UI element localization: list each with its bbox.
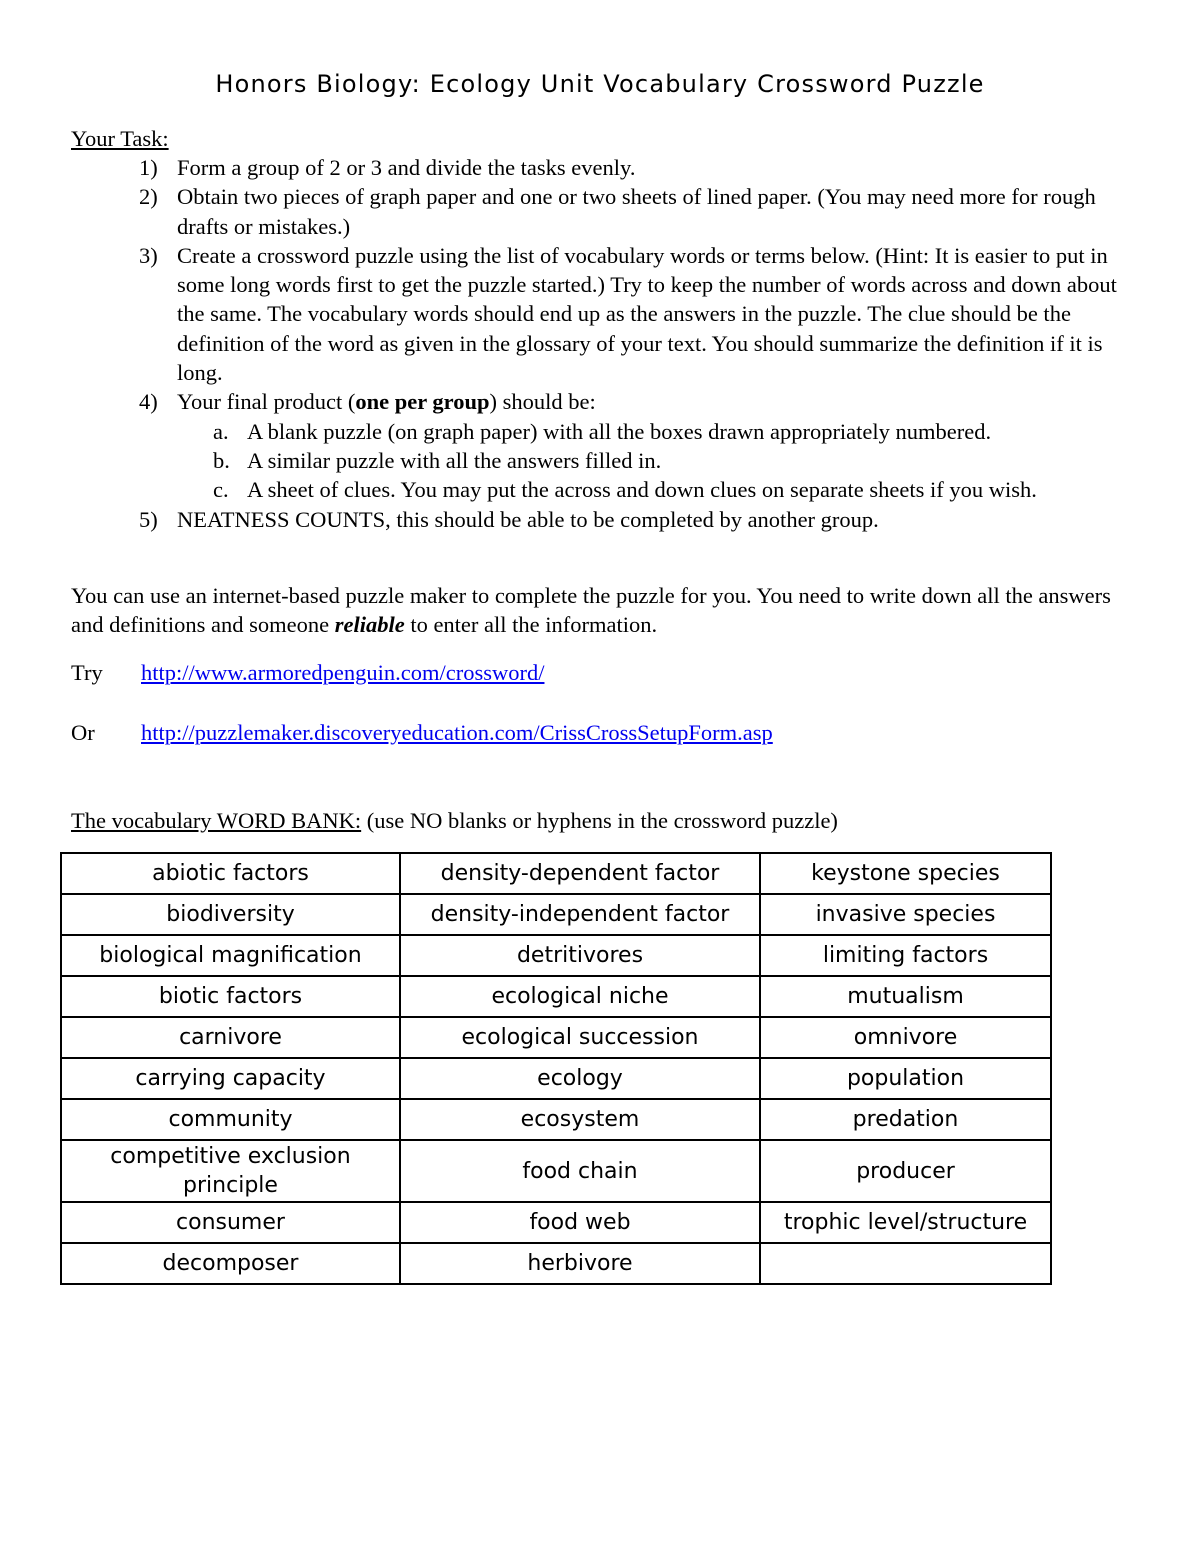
table-row (61, 1017, 1051, 1058)
task-item-text: Obtain two pieces of graph paper and one or two sheets of lined paper. (You may need more for rough drafts or mistakes.) (177, 184, 1096, 239)
table-row (61, 1058, 1051, 1099)
task-item-5 (0, 505, 1137, 534)
task-item-3 (0, 241, 1137, 387)
task-item-number: 2) (139, 184, 158, 210)
table-cell: producer (760, 1140, 1051, 1202)
task-subitem-c (0, 475, 1137, 504)
table-cell: carnivore (61, 1017, 400, 1058)
table-cell: detritivores (400, 935, 760, 976)
task-item-text: Create a crossword puzzle using the list of vocabulary words or terms below. (Hint: It is easier to put in some long words first to get the puzzle started.) Try to keep the number of words across and down about the same. The vocabulary words should end up as the answers in the puzzle. The clue should be the definition of the word as given in the glossary of your text. You should summarize the definition if it is long. (177, 242, 1117, 386)
wordbank-heading: The vocabulary WORD BANK: (71, 808, 362, 833)
table-cell: abiotic factors (61, 853, 400, 894)
table-row (61, 935, 1051, 976)
paragraph-emphasis: reliable (334, 612, 405, 638)
table-cell: consumer (61, 1202, 400, 1243)
table-row (61, 1140, 1051, 1202)
table-cell (760, 1243, 1051, 1284)
try-label: Try (71, 660, 103, 685)
table-row (61, 1202, 1051, 1243)
table-cell: food web (400, 1202, 760, 1243)
task-item-number: 4) (139, 389, 158, 415)
table-cell: biodiversity (61, 894, 400, 935)
task-item-number: 5) (139, 506, 158, 532)
task-subitem-a (0, 417, 1137, 446)
table-cell: ecological niche (400, 976, 760, 1017)
task-item-text-after: ) should be: (489, 389, 596, 415)
wordbank-heading-line (71, 806, 838, 835)
table-cell: herbivore (400, 1243, 760, 1284)
task-item-text: NEATNESS COUNTS, this should be able to be completed by another group. (177, 506, 879, 532)
task-subitem-letter: b. (213, 447, 230, 473)
table-cell: predation (760, 1099, 1051, 1140)
table-cell: keystone species (760, 853, 1051, 894)
table-row (61, 853, 1051, 894)
task-subitem-text: A blank puzzle (on graph paper) with all the boxes drawn appropriately numbered. (247, 418, 992, 444)
task-item-number: 1) (139, 155, 158, 180)
task-item-number: 3) (139, 242, 158, 268)
task-item-text: Form a group of 2 or 3 and divide the tasks evenly. (177, 155, 636, 180)
task-item-1 (0, 153, 1137, 182)
table-cell: ecology (400, 1058, 760, 1099)
task-heading: Your Task: (71, 126, 169, 151)
table-cell: biological magnification (61, 935, 400, 976)
table-cell: community (61, 1099, 400, 1140)
table-cell: population (760, 1058, 1051, 1099)
or-link-row (71, 718, 773, 747)
table-cell: food chain (400, 1140, 760, 1202)
table-cell: ecosystem (400, 1099, 760, 1140)
task-subitem-b (0, 446, 1137, 475)
table-cell: mutualism (760, 976, 1051, 1017)
puzzlemaker-link[interactable]: http://puzzlemaker.discoveryeducation.com/CrissCrossSetupForm.asp (141, 720, 773, 745)
table-row (61, 894, 1051, 935)
wordbank-table (60, 852, 1052, 1285)
table-cell: ecological succession (400, 1017, 760, 1058)
task-item-text-before: Your final product ( (177, 389, 356, 415)
table-row (61, 1099, 1051, 1140)
task-item-2 (0, 182, 1137, 241)
paragraph-text-before: You can use an internet-based puzzle maker to complete the puzzle for you. You need to write down all the answers and definitions and someone (71, 583, 1111, 638)
table-row (61, 1243, 1051, 1284)
table-cell: invasive species (760, 894, 1051, 935)
task-subitem-text: A similar puzzle with all the answers filled in. (247, 447, 662, 473)
table-cell: limiting factors (760, 935, 1051, 976)
armoredpenguin-link[interactable]: http://www.armoredpenguin.com/crossword/ (141, 660, 545, 685)
task-subitem-letter: a. (213, 418, 229, 444)
table-cell: density-independent factor (400, 894, 760, 935)
or-label: Or (71, 720, 95, 745)
task-item-bold-text: one per group (355, 389, 490, 415)
task-list (0, 153, 1200, 534)
task-subitem-text: A sheet of clues. You may put the across and down clues on separate sheets if you wish. (247, 477, 1037, 503)
table-cell: density-dependent factor (400, 853, 760, 894)
table-cell: omnivore (760, 1017, 1051, 1058)
task-item-4 (0, 387, 1137, 416)
table-cell: biotic factors (61, 976, 400, 1017)
instructions-paragraph (71, 581, 1141, 640)
wordbank-note: (use NO blanks or hyphens in the crossword puzzle) (361, 808, 838, 833)
task-subitem-letter: c. (213, 477, 229, 503)
paragraph-text-after: to enter all the information. (404, 612, 658, 638)
table-cell: carrying capacity (61, 1058, 400, 1099)
try-link-row (71, 658, 544, 687)
page-title: Honors Biology: Ecology Unit Vocabulary Crossword Puzzle (215, 70, 985, 98)
table-cell: decomposer (61, 1243, 400, 1284)
table-row (61, 976, 1051, 1017)
table-cell: trophic level/structure (760, 1202, 1051, 1243)
table-cell: competitive exclusion principle (61, 1140, 400, 1202)
